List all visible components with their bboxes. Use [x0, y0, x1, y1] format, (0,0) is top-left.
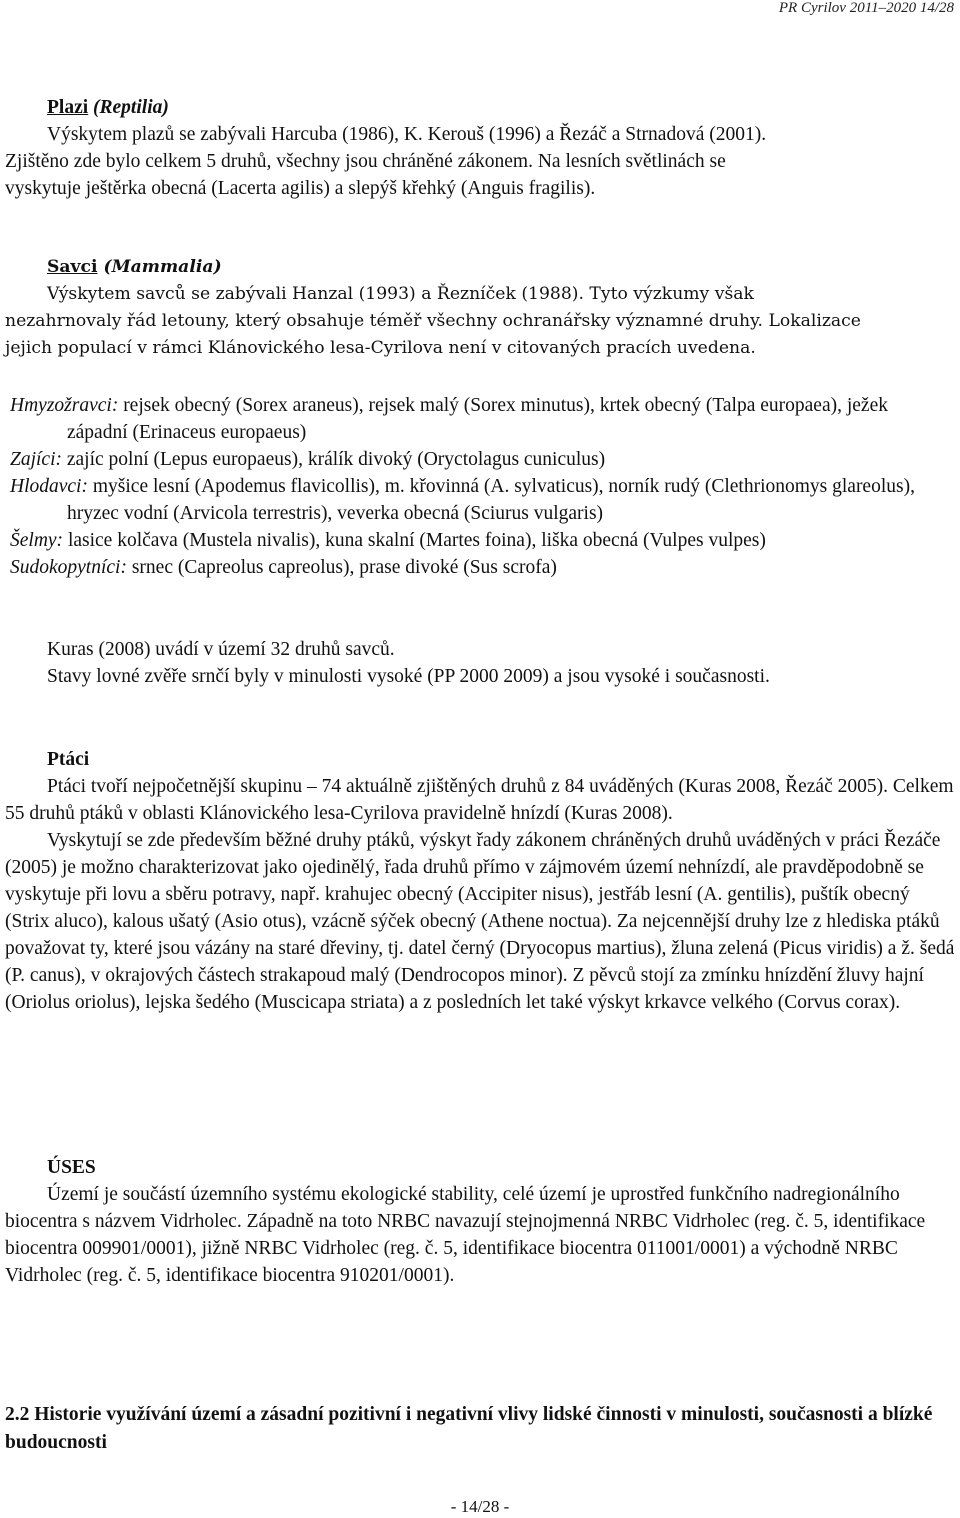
mammalia-heading [5, 254, 955, 281]
group-rodents [5, 473, 925, 527]
mammalia-section [5, 254, 955, 362]
group-label: Šelmy: [10, 530, 64, 551]
group-text: lasice kolčava (Mustela nivalis), kuna skalní (Martes foina), liška obecná (Vulpes vulpes) [67, 530, 766, 551]
group-label: Zajíci: [10, 449, 62, 470]
birds-section [5, 746, 955, 1016]
birds-paragraph-1: Ptáci tvoří nejpočetnější skupinu – 74 aktuálně zjištěných druhů z 84 uváděných (Kuras 2008, Řezáč 2005). Celkem 55 druhů ptáků v oblasti Klánovického lesa-Cyrilova pravidelně hnízdí (Kuras 2008). [5, 776, 954, 824]
page-header: PR Cyrilov 2011–2020 14/28 [778, 0, 954, 16]
group-insectivores [5, 392, 925, 446]
mammal-groups [5, 392, 925, 581]
mammalia-title-latin: (Mammalia) [103, 257, 222, 277]
section-number: 2.2 [5, 1404, 30, 1425]
game-note: Stavy lovné zvěře srnčí byly v minulosti vysoké (PP 2000 2009) a jsou vysoké i současnosti. [47, 666, 770, 687]
group-text: srnec (Capreolus capreolus), prase divoké (Sus scrofa) [131, 557, 557, 578]
reptilia-title-latin: (Reptilia) [93, 97, 169, 118]
page-number: - 14/28 - [450, 1497, 510, 1516]
reptilia-title: Plazi [47, 97, 89, 118]
mammalia-line-2: nezahrnovaly řád letouny, který obsahuje téměř všechny ochranářsky významné druhy. Lokalizace [5, 311, 861, 331]
group-text: myšice lesní (Apodemus flavicollis), m. křovinná (A. sylvaticus), norník rudý (Clethrionomys glareolus), hryzec vodní (Arvicola terrestris), veverka obecná (Sciurus vulgaris) [67, 476, 915, 524]
section-2-2-heading [5, 1401, 955, 1457]
kuras-note: Kuras (2008) uvádí v území 32 druhů savců. [47, 639, 395, 660]
birds-title: Ptáci [47, 749, 90, 770]
group-ungulates [5, 554, 925, 581]
mammalia-title: Savci [47, 257, 98, 277]
reptilia-section [5, 94, 955, 202]
group-lagomorphs [5, 446, 925, 473]
group-text: rejsek obecný (Sorex araneus), rejsek malý (Sorex minutus), krtek obecný (Talpa europaea), ježek západní (Erinaceus europaeus) [67, 395, 888, 443]
section-title: Historie využívání území a zásadní pozitivní i negativní vlivy lidské činnosti v minulosti, současnosti a blízké budoucnosti [5, 1404, 933, 1453]
reptilia-line-3: vyskytuje ještěrka obecná (Lacerta agilis) a slepýš křehký (Anguis fragilis). [5, 178, 596, 199]
mammalia-notes [5, 636, 955, 690]
group-label: Hmyzožravci: [10, 395, 119, 416]
uses-section [5, 1154, 955, 1289]
uses-paragraph: Území je součástí územního systému ekologické stability, celé území je uprostřed funkčního nadregionálního biocentra s názvem Vidrholec. Západně na toto NRBC navazují stejnojmenná NRBC Vidrholec (reg. č. 5, identifikace biocentra 009901/0001), jižně NRBC Vidrholec (reg. č. 5, identifikace biocentra 011001/0001) a východně NRBC Vidrholec (reg. č. 5, identifikace biocentra 910201/0001). [5, 1184, 926, 1286]
group-label: Sudokopytníci: [10, 557, 127, 578]
group-carnivores [5, 527, 925, 554]
birds-paragraph-2: Vyskytují se zde především běžné druhy ptáků, výskyt řady zákonem chráněných druhů uváděných v práci Řezáče (2005) je možno charakterizovat jako ojedinělý, řada druhů přímo v zájmovém území nehnízdí, ale pravděpodobně se vyskytuje při lovu a sběru potravy, např. krahujec obecný (Accipiter nisus), jestřáb lesní (A. gentilis), puštík obecný (Strix aluco), kalous ušatý (Asio otus), vzácně sýček obecný (Athene noctua). Za nejcennější druhy lze z hlediska ptáků považovat ty, které jsou vázány na staré dřeviny, tj. datel černý (Dryocopus martius), žluna zelená (Picus viridis) a ž. šedá (P. canus), v okrajových částech strakapoud malý (Dendrocopos minor). Z pěvců stojí za zmínku hnízdění žluvy hajní (Oriolus oriolus), lejska šedého (Muscicapa striata) a z posledních let také výskyt krkavce velkého (Corvus corax). [5, 830, 955, 1013]
reptilia-line-1: Výskytem plazů se zabývali Harcuba (1986), K. Kerouš (1996) a Řezáč a Strnadová (2001). [47, 124, 767, 145]
mammalia-line-3: jejich populací v rámci Klánovického lesa-Cyrilova není v citovaných pracích uvedena. [5, 338, 756, 358]
uses-title: ÚSES [47, 1157, 96, 1178]
group-label: Hlodavci: [10, 476, 88, 497]
reptilia-line-2: Zjištěno zde bylo celkem 5 druhů, všechny jsou chráněné zákonem. Na lesních světlinách se [5, 151, 726, 172]
mammalia-line-1: Výskytem savců se zabývali Hanzal (1993) a Řezníček (1988). Tyto výzkumy však [47, 284, 754, 304]
reptilia-heading [5, 94, 955, 121]
group-text: zajíc polní (Lepus europaeus), králík divoký (Oryctolagus cuniculus) [66, 449, 606, 470]
